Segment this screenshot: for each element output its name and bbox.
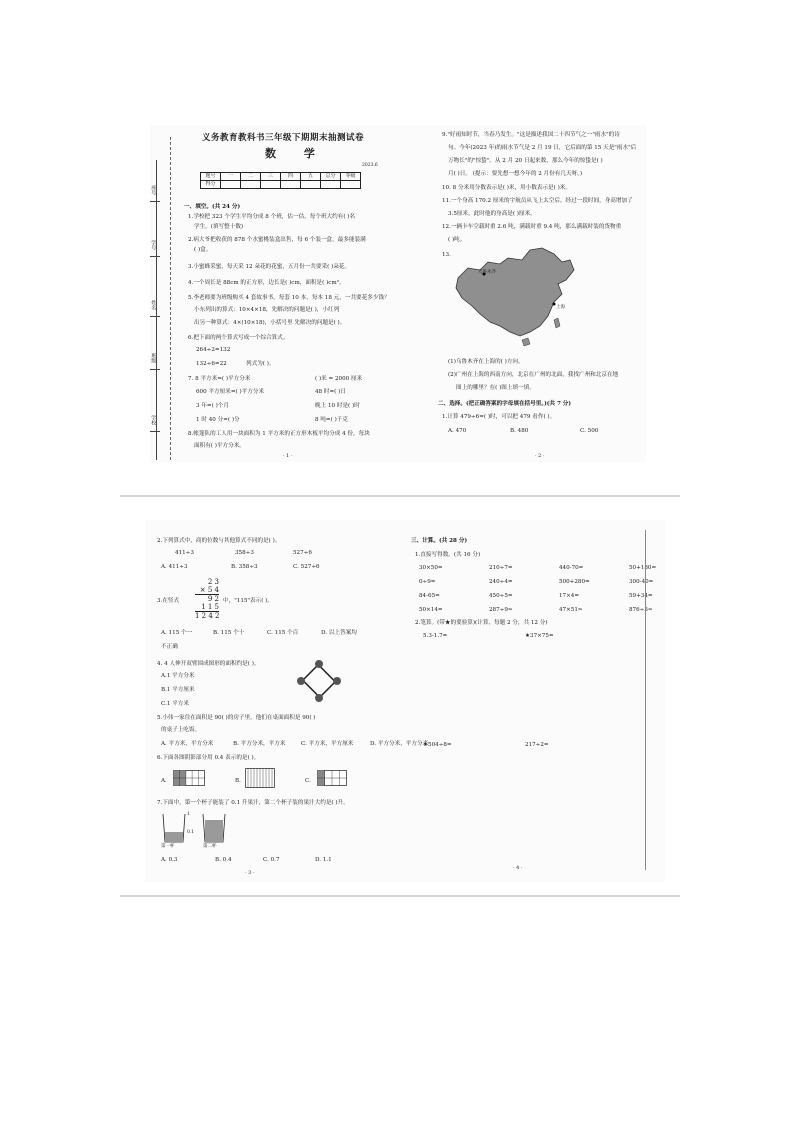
q7-row4-left: 1 时 40 分=( )分 — [196, 417, 240, 423]
q12-line-b: ( )吨。 — [448, 237, 466, 243]
s2-q3-option-b[interactable]: B. 115 个十 — [213, 630, 245, 636]
cup-scale-1: 1 — [187, 812, 190, 817]
field-class-line — [150, 369, 160, 370]
map-label-urumqi: 乌鲁木齐 — [478, 270, 496, 275]
scan-edge-bottom — [120, 895, 680, 897]
q1-line-a: 1.学校把 323 个学生平均分成 8 个班，估一估，每个班大约有( )名 — [188, 214, 356, 220]
score-header-cell: 三 — [261, 173, 281, 181]
oral-calc-item: 0÷9= — [419, 578, 436, 585]
field-name: 姓名 — [150, 300, 157, 310]
score-cell[interactable] — [261, 181, 281, 189]
s3-sub2: 2.笔算。(带★的要验算)(计算，每题 2 分，共 12 分) — [415, 620, 548, 626]
oral-calc-item: 500+280= — [559, 578, 590, 585]
fraction-grid-a-icon — [173, 770, 205, 786]
s2-q4-option-c[interactable]: C.1 平方米 — [161, 701, 189, 707]
exam-title: 义务教育教科书三年级下期期末抽测试卷 — [202, 133, 365, 143]
q6-text: 6.把下面的两个算式写成一个综合算式。 — [188, 335, 289, 341]
vm-line-3: 9 2 — [207, 595, 219, 603]
s2-q7-text: 7.下面中，第一个杯子能装了 0.1 升果汁，第二个杯子装的果汁大约是( )升。 — [157, 800, 349, 806]
q8-line-b: 面积有( )平方分米。 — [194, 443, 245, 449]
vm-line-1: 2 3 — [207, 578, 219, 586]
s2-q3-prefix: 3.在竖式 — [157, 598, 180, 604]
q8-line-a: 8.帐篷队的工人用一块面积为 1 平方米的正方形木板平均分成 4 份，每块 — [188, 431, 370, 437]
s2-q3-option-c[interactable]: C. 115 个百 — [267, 630, 299, 636]
q2-line-a: 2.病大爷把收获的 878 个水蜜桃装盒出售，每 6 个装一盒，最多能装满 — [188, 237, 366, 243]
hainan-island — [522, 338, 530, 346]
s2-q1-option-b[interactable]: B. 480 — [510, 428, 529, 434]
s2-q4-option-b[interactable]: B.1 平方厘米 — [161, 687, 195, 693]
fraction-grid-b-icon — [245, 768, 275, 788]
score-cell[interactable] — [241, 181, 261, 189]
fold-line — [170, 137, 171, 460]
vertical-multiplication — [195, 578, 219, 620]
score-header-cell: 四 — [281, 173, 301, 181]
field-class: 班级 — [150, 353, 157, 363]
q13-part1: (1)乌鲁木齐在上海的( )方向。 — [448, 359, 524, 365]
score-header-cell: 二 — [241, 173, 261, 181]
field-name-line — [150, 316, 160, 317]
cup-2-label: 第二杯 — [203, 844, 217, 849]
cup-1-label: 第一杯 — [161, 844, 175, 849]
oral-calc-item: 59+34= — [629, 592, 653, 599]
section3-heading: 三、计算。(共 28 分) — [411, 538, 468, 544]
section1-heading: 一、填空。(共 24 分) — [184, 204, 241, 210]
s2-q7-option-a[interactable]: A. 0.3 — [161, 857, 178, 863]
q7-row2-left: 600 平方厘米=( )平方分米 — [196, 389, 265, 395]
s2-q1-option-c[interactable]: C. 500 — [580, 428, 599, 434]
score-header-cell: 一 — [221, 173, 241, 181]
oral-calc-item: 50×14= — [419, 606, 443, 613]
q11-line-b: 3.5厘米，此时他的身高是( )厘米。 — [448, 211, 536, 217]
oral-calc-item: 30×50= — [419, 565, 443, 571]
score-cell[interactable] — [341, 181, 361, 189]
written-calc-4: 217÷2= — [525, 742, 549, 748]
s2-q2-expr-2: 358÷3 — [235, 550, 254, 556]
q7-row2-right: 48 时=( )日 — [315, 389, 346, 395]
exam-subject: 数 学 — [265, 147, 327, 160]
oral-calc-item: 240÷4= — [489, 578, 513, 585]
q9-line-c: 万物长"的"惊蛰"。从 2 月 20 日起来数，那么今年的惊蛰是( ) — [448, 158, 603, 164]
s2-q5-line-b: 的桌子上吃饭。 — [161, 727, 201, 733]
written-calc-2: ★37×75= — [525, 633, 554, 639]
s2-q5-option-b[interactable]: B. 平方分米，平方米 — [233, 741, 286, 747]
score-header-cell: 等级 — [341, 173, 361, 181]
s2-q3-option-d-tail: 不正确 — [161, 644, 178, 650]
s2-q5-line-a: 5.小伟一家住在面积是 90( )的房子里，他们在桌面面积是 90( ) — [157, 715, 316, 721]
s2-q4-option-a[interactable]: A.1 平方分米 — [161, 673, 195, 679]
score-cell[interactable] — [321, 181, 341, 189]
s2-q1-option-a[interactable]: A. 470 — [448, 428, 467, 434]
s2-q6-option-b[interactable]: B. — [235, 778, 241, 784]
s2-q2-option-a[interactable]: A. 411÷3 — [161, 564, 188, 570]
score-header-cell: 五 — [301, 173, 321, 181]
juice-cups-icon — [161, 812, 231, 846]
oral-calc-item: 300-40= — [629, 578, 654, 585]
score-cell[interactable] — [281, 181, 301, 189]
oral-calc-item: 440-70= — [559, 565, 584, 571]
s2-q3-option-a[interactable]: A. 115 个一 — [161, 630, 193, 636]
oral-calc-item: 287÷9≈ — [489, 606, 513, 613]
s2-q2-option-b[interactable]: B. 358÷3 — [231, 564, 258, 570]
exam-date: 2023.6 — [362, 163, 378, 168]
q5-line-c: 出另一种算式：4×(10×18)，小括号里 先解决的问题是( )。 — [194, 320, 346, 326]
q6-answer-line: 列式为( )。 — [246, 361, 275, 367]
oral-calc-item: 210÷7= — [489, 565, 513, 571]
score-cell[interactable] — [221, 181, 241, 189]
score-header-cell: 题号 — [201, 173, 221, 181]
page-number-2: · 2 · — [535, 453, 545, 459]
score-header-cell: 总分 — [321, 173, 341, 181]
q9-line-d: 月( )日。 (提示：要先想一想今年的 2 月份有几天呀。) — [448, 171, 583, 177]
field-school: 学校 — [150, 415, 157, 425]
q5-line-b: 小东列出的算式：10×4×18，先解决的问题是( )，小红列 — [194, 307, 340, 313]
section2-heading: 二、选择。(把正确答案的字母填在括号里。)(共 7 分) — [438, 401, 572, 407]
vm-line-5: 1 2 4 2 — [195, 612, 220, 620]
exam-sheet-pages-1-2 — [150, 125, 646, 462]
s2-q7-option-c[interactable]: C. 0.7 — [263, 857, 280, 863]
four-people-square-icon — [295, 660, 343, 702]
s2-q7-option-d[interactable]: D. 1.1 — [315, 857, 332, 863]
q6-expr-b: 132÷6=22 — [196, 361, 227, 367]
q6-expr-a: 264÷2=132 — [196, 347, 231, 353]
map-label-shanghai: 上海 — [556, 305, 565, 310]
q5-line-a: 5.李老师要为班级购买 4 套故事书，每套 10 本，每本 18 元，一共要花多少钱？ — [188, 295, 390, 301]
oral-calc-item: 17×4= — [559, 592, 580, 599]
q7-row3-left: 3 年=( )个月 — [196, 403, 229, 409]
field-seat: 座号 — [150, 185, 157, 195]
s2-q6-option-c[interactable]: C. — [305, 778, 311, 784]
vm-line-2: × 5 4 — [195, 586, 219, 595]
page-number-1: · 1 · — [283, 453, 293, 459]
q7-row1-right: ( )米 = 2000 厘米 — [315, 376, 363, 382]
q13-part2-b: 图上的哪里？在( )图上填一填。 — [456, 385, 535, 391]
q3-text: 3.小蜜蜂采蜜，每天采 12 朵花的花蜜，五月份一共要采( )朵花。 — [188, 264, 350, 270]
s2-q6-option-a[interactable]: A. — [161, 778, 167, 784]
q9-line-b: 句。今年(2023 年)的雨水节气是 2 月 19 日，它后面的第 15 天是"雨水"后 — [448, 145, 637, 151]
page-number-3: · 3 · — [245, 870, 255, 876]
oral-calc-item: 450÷5= — [489, 592, 513, 599]
oral-calc-grid — [419, 565, 699, 614]
s2-q2-option-c[interactable]: C. 527÷6 — [293, 564, 320, 570]
s2-q6-text: 6.下面各图阴影部分用 0.4 表示的是( )。 — [157, 755, 260, 761]
q11-line-a: 11.一个身高 170.2 厘米的宇航员从飞上太空后，经过一段时间，身高增加了 — [442, 198, 633, 204]
q10-text: 10. 8 分米用分数表示是( )米，用小数表示是( )米。 — [442, 185, 571, 191]
q9-line-a: 9."好雨知时节，当春乃发生。"这是描述我国二十四节气之一"雨水"的诗 — [442, 132, 620, 138]
q1-line-b: 学生。(填写整十数) — [194, 224, 244, 230]
fraction-grid-c-icon — [317, 770, 347, 786]
oral-calc-item: 47×51≈ — [559, 606, 583, 613]
taiwan-island — [554, 318, 560, 328]
q4-text: 4.一个周长是 88cm 的正方形，边长是( )cm，面积是( )cm²。 — [188, 280, 345, 286]
s2-q3-suffix: 中，"115"表示( )。 — [223, 598, 273, 604]
s2-q1-text: 1.计算 479÷6=( )时，可以把 479 看作( )。 — [442, 414, 556, 420]
s2-q2-expr-1: 411÷3 — [175, 550, 194, 556]
s2-q2-text: 2.下列算式中，商的位数与其他算式不同的是( )。 — [157, 538, 281, 544]
score-row-label: 得分 — [201, 181, 221, 189]
written-calc-3: ★504÷8= — [423, 742, 452, 748]
score-cell[interactable] — [301, 181, 321, 189]
q7-row3-right: 晚上 10 时是( )时 — [315, 403, 360, 409]
q13-part2-a: (2)广州在上海的西南方向，北京在广州的北面，我找广州和北京在地 — [448, 372, 619, 378]
vm-line-4: 1 1 5 — [195, 603, 219, 612]
s3-sub1: 1.直接写得数。(共 16 分) — [415, 552, 481, 558]
oral-calc-item: 84-65= — [419, 592, 440, 599]
q7-row1-left: 7. 8 平方米=( )平方分米 — [188, 376, 251, 382]
field-id-line — [150, 256, 160, 257]
exam-sheet-pages-3-4 — [145, 520, 665, 882]
field-school-line — [150, 431, 160, 432]
q13-label: 13. — [442, 252, 451, 258]
score-table — [200, 172, 361, 189]
page4-binding-line — [645, 530, 646, 870]
q12-line-a: 12.一辆卡车空载时重 2.6 吨，满载时重 9.4 吨，那么满载时装的货物重 — [442, 224, 622, 230]
q2-line-b: ( )盒。 — [194, 247, 212, 253]
written-calc-1: 5.3-1.7= — [423, 633, 448, 639]
field-seat-line — [150, 201, 160, 202]
s2-q5-option-c[interactable]: C. 平方米，平方厘米 — [301, 741, 354, 747]
s2-q3-option-d[interactable]: D. 以上答案均 — [321, 630, 357, 636]
s2-q4-text: 4. 4 人伸开双臂围成图形的面积约是( )。 — [157, 661, 260, 667]
oral-calc-item: 876÷3≈ — [629, 606, 653, 613]
s2-q2-expr-3: 527÷6 — [293, 550, 312, 556]
oral-calc-item: 50+180= — [629, 565, 657, 571]
scan-edge-top — [120, 495, 680, 497]
field-id: 学号 — [150, 240, 157, 250]
s2-q5-option-d[interactable]: D. 平方分米，平方分米 — [370, 741, 429, 747]
q7-row4-right: 8 吨=( )千克 — [315, 417, 348, 423]
s2-q7-option-b[interactable]: B. 0.4 — [215, 857, 232, 863]
page-number-4: · 4 · — [513, 865, 523, 871]
china-map — [450, 240, 580, 350]
cup-scale-2: 0.1 — [187, 830, 195, 835]
s2-q5-option-a[interactable]: A. 平方米，平方分米 — [161, 741, 214, 747]
